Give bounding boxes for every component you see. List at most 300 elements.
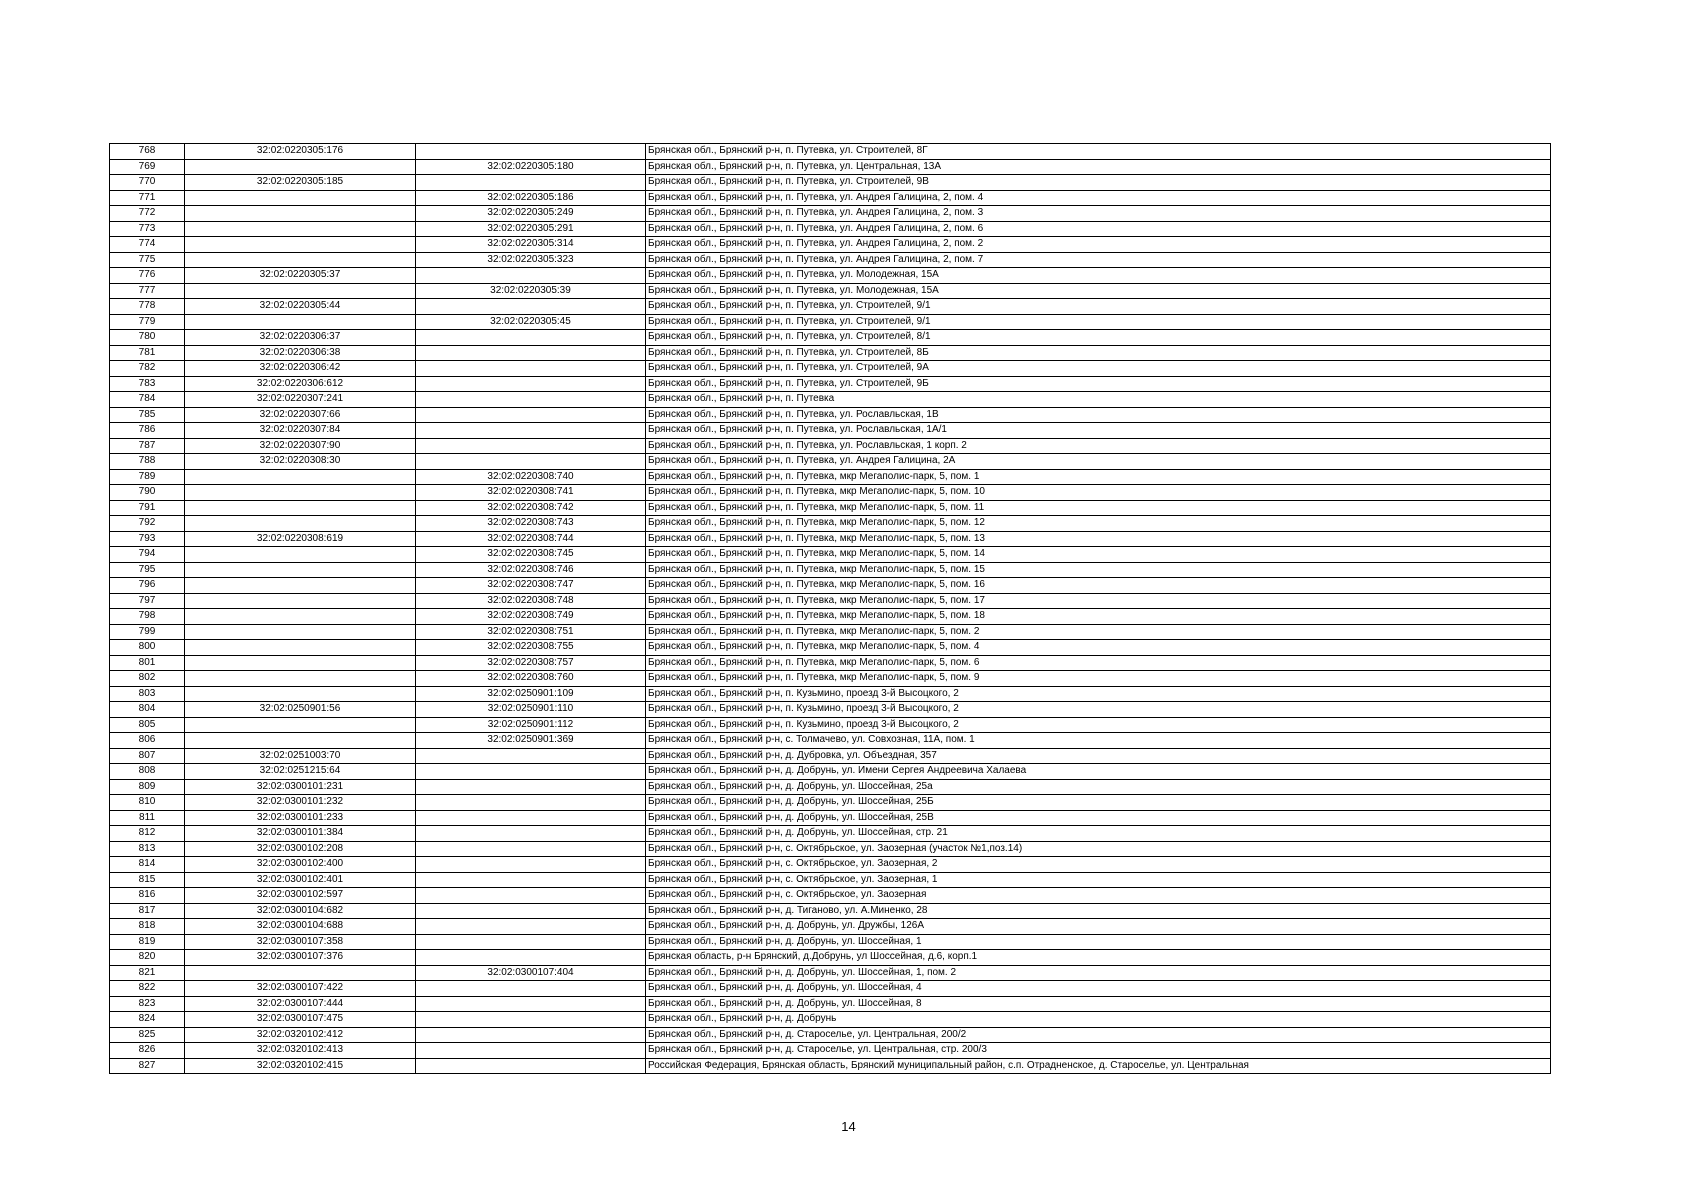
related-cadastral-number-cell: 32:02:0220308:740	[416, 469, 646, 485]
related-cadastral-number-cell: 32:02:0220305:39	[416, 283, 646, 299]
related-cadastral-number-cell: 32:02:0220305:323	[416, 252, 646, 268]
related-cadastral-number-cell	[416, 872, 646, 888]
table-row	[110, 934, 1551, 950]
cadastral-number-cell	[185, 655, 416, 671]
cadastral-number-cell: 32:02:0220305:176	[185, 144, 416, 160]
table-row	[110, 1058, 1551, 1074]
row-number-cell: 811	[110, 810, 185, 826]
cadastral-number-cell: 32:02:0300102:401	[185, 872, 416, 888]
row-number-cell: 819	[110, 934, 185, 950]
related-cadastral-number-cell	[416, 810, 646, 826]
table-row	[110, 423, 1551, 439]
cadastral-number-cell: 32:02:0300107:376	[185, 950, 416, 966]
row-number-cell: 773	[110, 221, 185, 237]
address-cell: Брянская обл., Брянский р-н, п. Путевка, мкр Мегаполис-парк, 5, пом. 2	[646, 624, 1551, 640]
row-number-cell: 792	[110, 516, 185, 532]
table-row	[110, 624, 1551, 640]
cadastral-number-cell	[185, 640, 416, 656]
cadastral-number-cell	[185, 717, 416, 733]
row-number-cell: 798	[110, 609, 185, 625]
cadastral-number-cell	[185, 516, 416, 532]
related-cadastral-number-cell	[416, 934, 646, 950]
address-cell: Брянская обл., Брянский р-н, д. Добрунь, ул. Шоссейная, стр. 21	[646, 826, 1551, 842]
address-cell: Брянская обл., Брянский р-н, п. Путевка, ул. Центральная, 13А	[646, 159, 1551, 175]
cadastral-number-cell: 32:02:0220307:241	[185, 392, 416, 408]
table-row	[110, 144, 1551, 160]
address-cell: Брянская обл., Брянский р-н, п. Путевка, ул. Строителей, 9А	[646, 361, 1551, 377]
address-cell: Брянская обл., Брянский р-н, с. Октябрьское, ул. Заозерная, 2	[646, 857, 1551, 873]
address-cell: Брянская обл., Брянский р-н, п. Путевка, мкр Мегаполис-парк, 5, пом. 15	[646, 562, 1551, 578]
related-cadastral-number-cell	[416, 268, 646, 284]
address-cell: Российская Федерация, Брянская область, Брянский муниципальный район, с.п. Отрадненское, д. Староселье, ул. Центральная	[646, 1058, 1551, 1074]
row-number-cell: 809	[110, 779, 185, 795]
row-number-cell: 771	[110, 190, 185, 206]
address-cell: Брянская обл., Брянский р-н, п. Путевка, мкр Мегаполис-парк, 5, пом. 9	[646, 671, 1551, 687]
row-number-cell: 787	[110, 438, 185, 454]
related-cadastral-number-cell	[416, 996, 646, 1012]
table-row	[110, 733, 1551, 749]
row-number-cell: 817	[110, 903, 185, 919]
row-number-cell: 802	[110, 671, 185, 687]
cadastral-number-cell	[185, 485, 416, 501]
related-cadastral-number-cell	[416, 888, 646, 904]
cadastral-number-cell: 32:02:0251215:64	[185, 764, 416, 780]
table-row	[110, 578, 1551, 594]
related-cadastral-number-cell	[416, 392, 646, 408]
cadastral-number-cell: 32:02:0220305:37	[185, 268, 416, 284]
related-cadastral-number-cell: 32:02:0250901:109	[416, 686, 646, 702]
address-cell: Брянская обл., Брянский р-н, п. Путевка, ул. Строителей, 9/1	[646, 314, 1551, 330]
table-row	[110, 299, 1551, 315]
related-cadastral-number-cell: 32:02:0220308:755	[416, 640, 646, 656]
row-number-cell: 780	[110, 330, 185, 346]
table-row	[110, 950, 1551, 966]
address-cell: Брянская обл., Брянский р-н, п. Путевка, мкр Мегаполис-парк, 5, пом. 13	[646, 531, 1551, 547]
cadastral-number-cell: 32:02:0300107:422	[185, 981, 416, 997]
table-row	[110, 469, 1551, 485]
row-number-cell: 827	[110, 1058, 185, 1074]
table-row	[110, 283, 1551, 299]
table-row	[110, 252, 1551, 268]
table-row	[110, 268, 1551, 284]
cadastral-number-cell: 32:02:0220307:84	[185, 423, 416, 439]
related-cadastral-number-cell: 32:02:0220308:745	[416, 547, 646, 563]
address-cell: Брянская обл., Брянский р-н, п. Путевка, мкр Мегаполис-парк, 5, пом. 6	[646, 655, 1551, 671]
row-number-cell: 820	[110, 950, 185, 966]
cadastral-number-cell: 32:02:0300107:358	[185, 934, 416, 950]
cadastral-number-cell: 32:02:0320102:412	[185, 1027, 416, 1043]
address-cell: Брянская обл., Брянский р-н, д. Добрунь, ул. Шоссейная, 25В	[646, 810, 1551, 826]
row-number-cell: 774	[110, 237, 185, 253]
table-row	[110, 330, 1551, 346]
cadastral-number-cell	[185, 190, 416, 206]
table-row	[110, 872, 1551, 888]
address-cell: Брянская обл., Брянский р-н, п. Путевка, ул. Строителей, 8Г	[646, 144, 1551, 160]
related-cadastral-number-cell	[416, 748, 646, 764]
address-cell: Брянская обл., Брянский р-н, п. Путевка, ул. Молодежная, 15А	[646, 268, 1551, 284]
address-cell: Брянская обл., Брянский р-н, п. Кузьмино, проезд 3-й Высоцкого, 2	[646, 717, 1551, 733]
cadastral-number-cell: 32:02:0300101:233	[185, 810, 416, 826]
related-cadastral-number-cell	[416, 423, 646, 439]
cadastral-number-cell	[185, 624, 416, 640]
cadastral-number-cell	[185, 593, 416, 609]
address-cell: Брянская обл., Брянский р-н, д. Староселье, ул. Центральная, 200/2	[646, 1027, 1551, 1043]
row-number-cell: 799	[110, 624, 185, 640]
table-row	[110, 1043, 1551, 1059]
related-cadastral-number-cell: 32:02:0220308:743	[416, 516, 646, 532]
address-cell: Брянская обл., Брянский р-н, п. Путевка, мкр Мегаполис-парк, 5, пом. 11	[646, 500, 1551, 516]
table-row	[110, 314, 1551, 330]
cadastral-number-cell	[185, 283, 416, 299]
table-row	[110, 547, 1551, 563]
cadastral-number-cell	[185, 237, 416, 253]
row-number-cell: 769	[110, 159, 185, 175]
cadastral-number-cell: 32:02:0320102:415	[185, 1058, 416, 1074]
row-number-cell: 789	[110, 469, 185, 485]
related-cadastral-number-cell	[416, 764, 646, 780]
address-cell: Брянская обл., Брянский р-н, д. Добрунь, ул. Шоссейная, 25а	[646, 779, 1551, 795]
table-row	[110, 175, 1551, 191]
table-row	[110, 841, 1551, 857]
table-row	[110, 237, 1551, 253]
address-cell: Брянская обл., Брянский р-н, д. Добрунь	[646, 1012, 1551, 1028]
row-number-cell: 786	[110, 423, 185, 439]
address-cell: Брянская обл., Брянский р-н, п. Путевка, мкр Мегаполис-парк, 5, пом. 18	[646, 609, 1551, 625]
address-cell: Брянская обл., Брянский р-н, п. Путевка, мкр Мегаполис-парк, 5, пом. 1	[646, 469, 1551, 485]
table-row	[110, 609, 1551, 625]
table-row	[110, 407, 1551, 423]
related-cadastral-number-cell: 32:02:0220308:744	[416, 531, 646, 547]
address-cell: Брянская обл., Брянский р-н, п. Путевка, ул. Строителей, 8/1	[646, 330, 1551, 346]
table-row	[110, 159, 1551, 175]
cadastral-number-cell: 32:02:0300101:384	[185, 826, 416, 842]
address-cell: Брянская обл., Брянский р-н, д. Добрунь, ул. Шоссейная, 25Б	[646, 795, 1551, 811]
row-number-cell: 782	[110, 361, 185, 377]
address-cell: Брянская обл., Брянский р-н, п. Путевка, ул. Андрея Галицина, 2, пом. 2	[646, 237, 1551, 253]
table-row	[110, 671, 1551, 687]
registry-table-body	[110, 144, 1551, 1074]
table-row	[110, 593, 1551, 609]
related-cadastral-number-cell	[416, 1027, 646, 1043]
address-cell: Брянская обл., Брянский р-н, п. Путевка	[646, 392, 1551, 408]
related-cadastral-number-cell	[416, 330, 646, 346]
row-number-cell: 791	[110, 500, 185, 516]
related-cadastral-number-cell: 32:02:0220308:741	[416, 485, 646, 501]
table-row	[110, 826, 1551, 842]
address-cell: Брянская обл., Брянский р-н, п. Путевка, ул. Рославльская, 1В	[646, 407, 1551, 423]
cadastral-number-cell: 32:02:0220307:90	[185, 438, 416, 454]
row-number-cell: 778	[110, 299, 185, 315]
related-cadastral-number-cell: 32:02:0220305:186	[416, 190, 646, 206]
row-number-cell: 818	[110, 919, 185, 935]
related-cadastral-number-cell: 32:02:0220308:748	[416, 593, 646, 609]
address-cell: Брянская обл., Брянский р-н, д. Тиганово, ул. А.Миненко, 28	[646, 903, 1551, 919]
cadastral-number-cell	[185, 686, 416, 702]
related-cadastral-number-cell	[416, 779, 646, 795]
table-row	[110, 485, 1551, 501]
cadastral-number-cell: 32:02:0220307:66	[185, 407, 416, 423]
row-number-cell: 810	[110, 795, 185, 811]
row-number-cell: 815	[110, 872, 185, 888]
table-row	[110, 655, 1551, 671]
cadastral-number-cell	[185, 562, 416, 578]
address-cell: Брянская обл., Брянский р-н, с. Октябрьское, ул. Заозерная (участок №1,поз.14)	[646, 841, 1551, 857]
related-cadastral-number-cell	[416, 981, 646, 997]
row-number-cell: 788	[110, 454, 185, 470]
cadastral-number-cell: 32:02:0251003:70	[185, 748, 416, 764]
related-cadastral-number-cell: 32:02:0250901:369	[416, 733, 646, 749]
cadastral-number-cell: 32:02:0300101:232	[185, 795, 416, 811]
row-number-cell: 784	[110, 392, 185, 408]
table-row	[110, 795, 1551, 811]
row-number-cell: 770	[110, 175, 185, 191]
related-cadastral-number-cell	[416, 361, 646, 377]
cadastral-number-cell: 32:02:0220306:612	[185, 376, 416, 392]
related-cadastral-number-cell: 32:02:0220308:760	[416, 671, 646, 687]
row-number-cell: 812	[110, 826, 185, 842]
address-cell: Брянская обл., Брянский р-н, с. Октябрьское, ул. Заозерная	[646, 888, 1551, 904]
row-number-cell: 796	[110, 578, 185, 594]
row-number-cell: 783	[110, 376, 185, 392]
row-number-cell: 795	[110, 562, 185, 578]
row-number-cell: 816	[110, 888, 185, 904]
table-row	[110, 500, 1551, 516]
address-cell: Брянская обл., Брянский р-н, п. Путевка, ул. Строителей, 9Б	[646, 376, 1551, 392]
related-cadastral-number-cell: 32:02:0220308:747	[416, 578, 646, 594]
row-number-cell: 776	[110, 268, 185, 284]
row-number-cell: 797	[110, 593, 185, 609]
cadastral-number-cell: 32:02:0220308:30	[185, 454, 416, 470]
row-number-cell: 805	[110, 717, 185, 733]
related-cadastral-number-cell	[416, 299, 646, 315]
row-number-cell: 813	[110, 841, 185, 857]
related-cadastral-number-cell: 32:02:0220305:291	[416, 221, 646, 237]
cadastral-number-cell: 32:02:0220308:619	[185, 531, 416, 547]
cadastral-number-cell: 32:02:0220306:42	[185, 361, 416, 377]
table-row	[110, 454, 1551, 470]
cadastral-number-cell: 32:02:0220306:38	[185, 345, 416, 361]
table-row	[110, 903, 1551, 919]
address-cell: Брянская область, р-н Брянский, д.Добрунь, ул Шоссейная, д.6, корп.1	[646, 950, 1551, 966]
row-number-cell: 790	[110, 485, 185, 501]
related-cadastral-number-cell	[416, 407, 646, 423]
row-number-cell: 807	[110, 748, 185, 764]
table-row	[110, 810, 1551, 826]
address-cell: Брянская обл., Брянский р-н, п. Путевка, мкр Мегаполис-парк, 5, пом. 16	[646, 578, 1551, 594]
cadastral-number-cell	[185, 671, 416, 687]
row-number-cell: 821	[110, 965, 185, 981]
table-row	[110, 702, 1551, 718]
table-row	[110, 221, 1551, 237]
address-cell: Брянская обл., Брянский р-н, п. Путевка, ул. Строителей, 9В	[646, 175, 1551, 191]
related-cadastral-number-cell: 32:02:0220308:742	[416, 500, 646, 516]
table-row	[110, 1027, 1551, 1043]
cadastral-number-cell: 32:02:0220305:185	[185, 175, 416, 191]
row-number-cell: 779	[110, 314, 185, 330]
row-number-cell: 803	[110, 686, 185, 702]
cadastral-number-cell	[185, 965, 416, 981]
cadastral-number-cell: 32:02:0300107:475	[185, 1012, 416, 1028]
cadastral-number-cell: 32:02:0300102:208	[185, 841, 416, 857]
address-cell: Брянская обл., Брянский р-н, п. Путевка, ул. Молодежная, 15А	[646, 283, 1551, 299]
row-number-cell: 808	[110, 764, 185, 780]
cadastral-number-cell: 32:02:0300104:688	[185, 919, 416, 935]
address-cell: Брянская обл., Брянский р-н, п. Путевка, мкр Мегаполис-парк, 5, пом. 12	[646, 516, 1551, 532]
table-row	[110, 516, 1551, 532]
related-cadastral-number-cell: 32:02:0220305:180	[416, 159, 646, 175]
row-number-cell: 785	[110, 407, 185, 423]
related-cadastral-number-cell	[416, 857, 646, 873]
table-row	[110, 888, 1551, 904]
address-cell: Брянская обл., Брянский р-н, п. Путевка, мкр Мегаполис-парк, 5, пом. 10	[646, 485, 1551, 501]
related-cadastral-number-cell	[416, 1012, 646, 1028]
related-cadastral-number-cell: 32:02:0220308:746	[416, 562, 646, 578]
address-cell: Брянская обл., Брянский р-н, п. Кузьмино, проезд 3-й Высоцкого, 2	[646, 702, 1551, 718]
address-cell: Брянская обл., Брянский р-н, п. Путевка, ул. Рославльская, 1 корп. 2	[646, 438, 1551, 454]
cadastral-number-cell	[185, 221, 416, 237]
cadastral-number-cell	[185, 609, 416, 625]
cadastral-number-cell	[185, 206, 416, 222]
address-cell: Брянская обл., Брянский р-н, п. Путевка, ул. Строителей, 9/1	[646, 299, 1551, 315]
address-cell: Брянская обл., Брянский р-н, п. Путевка, ул. Строителей, 8Б	[646, 345, 1551, 361]
cadastral-number-cell	[185, 314, 416, 330]
table-row	[110, 996, 1551, 1012]
related-cadastral-number-cell: 32:02:0220305:45	[416, 314, 646, 330]
related-cadastral-number-cell	[416, 175, 646, 191]
registry-table	[109, 143, 1551, 1074]
related-cadastral-number-cell	[416, 1058, 646, 1074]
related-cadastral-number-cell: 32:02:0220308:757	[416, 655, 646, 671]
related-cadastral-number-cell	[416, 1043, 646, 1059]
row-number-cell: 794	[110, 547, 185, 563]
related-cadastral-number-cell	[416, 345, 646, 361]
table-row	[110, 919, 1551, 935]
row-number-cell: 775	[110, 252, 185, 268]
address-cell: Брянская обл., Брянский р-н, п. Путевка, мкр Мегаполис-парк, 5, пом. 14	[646, 547, 1551, 563]
address-cell: Брянская обл., Брянский р-н, п. Путевка, мкр Мегаполис-парк, 5, пом. 17	[646, 593, 1551, 609]
cadastral-number-cell	[185, 469, 416, 485]
page-number: 14	[841, 1119, 856, 1134]
address-cell: Брянская обл., Брянский р-н, д. Добрунь, ул. Дружбы, 126А	[646, 919, 1551, 935]
address-cell: Брянская обл., Брянский р-н, д. Добрунь, ул. Шоссейная, 1	[646, 934, 1551, 950]
table-row	[110, 438, 1551, 454]
cadastral-number-cell: 32:02:0300102:400	[185, 857, 416, 873]
address-cell: Брянская обл., Брянский р-н, с. Октябрьское, ул. Заозерная, 1	[646, 872, 1551, 888]
related-cadastral-number-cell	[416, 144, 646, 160]
cadastral-number-cell: 32:02:0300102:597	[185, 888, 416, 904]
related-cadastral-number-cell	[416, 903, 646, 919]
table-row	[110, 981, 1551, 997]
cadastral-number-cell: 32:02:0300107:444	[185, 996, 416, 1012]
row-number-cell: 772	[110, 206, 185, 222]
table-row	[110, 748, 1551, 764]
table-row	[110, 376, 1551, 392]
row-number-cell: 825	[110, 1027, 185, 1043]
address-cell: Брянская обл., Брянский р-н, п. Путевка, ул. Андрея Галицина, 2, пом. 6	[646, 221, 1551, 237]
address-cell: Брянская обл., Брянский р-н, п. Путевка, ул. Андрея Галицина, 2, пом. 4	[646, 190, 1551, 206]
address-cell: Брянская обл., Брянский р-н, п. Путевка, ул. Андрея Галицина, 2, пом. 7	[646, 252, 1551, 268]
table-row	[110, 345, 1551, 361]
row-number-cell: 768	[110, 144, 185, 160]
row-number-cell: 800	[110, 640, 185, 656]
related-cadastral-number-cell	[416, 919, 646, 935]
table-row	[110, 562, 1551, 578]
address-cell: Брянская обл., Брянский р-н, д. Дубровка, ул. Объездная, 357	[646, 748, 1551, 764]
address-cell: Брянская обл., Брянский р-н, д. Добрунь, ул. Шоссейная, 8	[646, 996, 1551, 1012]
row-number-cell: 822	[110, 981, 185, 997]
cadastral-number-cell: 32:02:0220305:44	[185, 299, 416, 315]
cadastral-number-cell: 32:02:0220306:37	[185, 330, 416, 346]
related-cadastral-number-cell: 32:02:0220308:749	[416, 609, 646, 625]
address-cell: Брянская обл., Брянский р-н, д. Добрунь, ул. Имени Сергея Андреевича Халаева	[646, 764, 1551, 780]
related-cadastral-number-cell: 32:02:0250901:112	[416, 717, 646, 733]
address-cell: Брянская обл., Брянский р-н, с. Толмачево, ул. Совхозная, 11А, пом. 1	[646, 733, 1551, 749]
cadastral-number-cell: 32:02:0300101:231	[185, 779, 416, 795]
table-row	[110, 717, 1551, 733]
table-row	[110, 857, 1551, 873]
address-cell: Брянская обл., Брянский р-н, п. Путевка, ул. Рославльская, 1А/1	[646, 423, 1551, 439]
cadastral-number-cell: 32:02:0250901:56	[185, 702, 416, 718]
cadastral-number-cell	[185, 159, 416, 175]
row-number-cell: 793	[110, 531, 185, 547]
cadastral-number-cell	[185, 733, 416, 749]
row-number-cell: 777	[110, 283, 185, 299]
address-cell: Брянская обл., Брянский р-н, д. Добрунь, ул. Шоссейная, 4	[646, 981, 1551, 997]
address-cell: Брянская обл., Брянский р-н, п. Путевка, мкр Мегаполис-парк, 5, пом. 4	[646, 640, 1551, 656]
address-cell: Брянская обл., Брянский р-н, п. Путевка, ул. Андрея Галицина, 2А	[646, 454, 1551, 470]
related-cadastral-number-cell	[416, 826, 646, 842]
related-cadastral-number-cell	[416, 438, 646, 454]
row-number-cell: 781	[110, 345, 185, 361]
address-cell: Брянская обл., Брянский р-н, д. Добрунь, ул. Шоссейная, 1, пом. 2	[646, 965, 1551, 981]
table-row	[110, 764, 1551, 780]
cadastral-number-cell: 32:02:0300104:682	[185, 903, 416, 919]
related-cadastral-number-cell: 32:02:0220308:751	[416, 624, 646, 640]
related-cadastral-number-cell: 32:02:0300107:404	[416, 965, 646, 981]
table-row	[110, 1012, 1551, 1028]
row-number-cell: 804	[110, 702, 185, 718]
related-cadastral-number-cell	[416, 950, 646, 966]
address-cell: Брянская обл., Брянский р-н, п. Путевка, ул. Андрея Галицина, 2, пом. 3	[646, 206, 1551, 222]
row-number-cell: 806	[110, 733, 185, 749]
related-cadastral-number-cell	[416, 841, 646, 857]
table-row	[110, 206, 1551, 222]
table-row	[110, 640, 1551, 656]
related-cadastral-number-cell	[416, 376, 646, 392]
address-cell: Брянская обл., Брянский р-н, д. Староселье, ул. Центральная, стр. 200/3	[646, 1043, 1551, 1059]
row-number-cell: 823	[110, 996, 185, 1012]
related-cadastral-number-cell: 32:02:0250901:110	[416, 702, 646, 718]
table-row	[110, 965, 1551, 981]
row-number-cell: 814	[110, 857, 185, 873]
row-number-cell: 801	[110, 655, 185, 671]
cadastral-number-cell	[185, 547, 416, 563]
row-number-cell: 824	[110, 1012, 185, 1028]
table-row	[110, 779, 1551, 795]
cadastral-number-cell	[185, 500, 416, 516]
table-row	[110, 190, 1551, 206]
related-cadastral-number-cell: 32:02:0220305:314	[416, 237, 646, 253]
table-row	[110, 361, 1551, 377]
cadastral-number-cell: 32:02:0320102:413	[185, 1043, 416, 1059]
related-cadastral-number-cell: 32:02:0220305:249	[416, 206, 646, 222]
table-row	[110, 531, 1551, 547]
table-row	[110, 686, 1551, 702]
cadastral-number-cell	[185, 252, 416, 268]
row-number-cell: 826	[110, 1043, 185, 1059]
address-cell: Брянская обл., Брянский р-н, п. Кузьмино, проезд 3-й Высоцкого, 2	[646, 686, 1551, 702]
related-cadastral-number-cell	[416, 454, 646, 470]
